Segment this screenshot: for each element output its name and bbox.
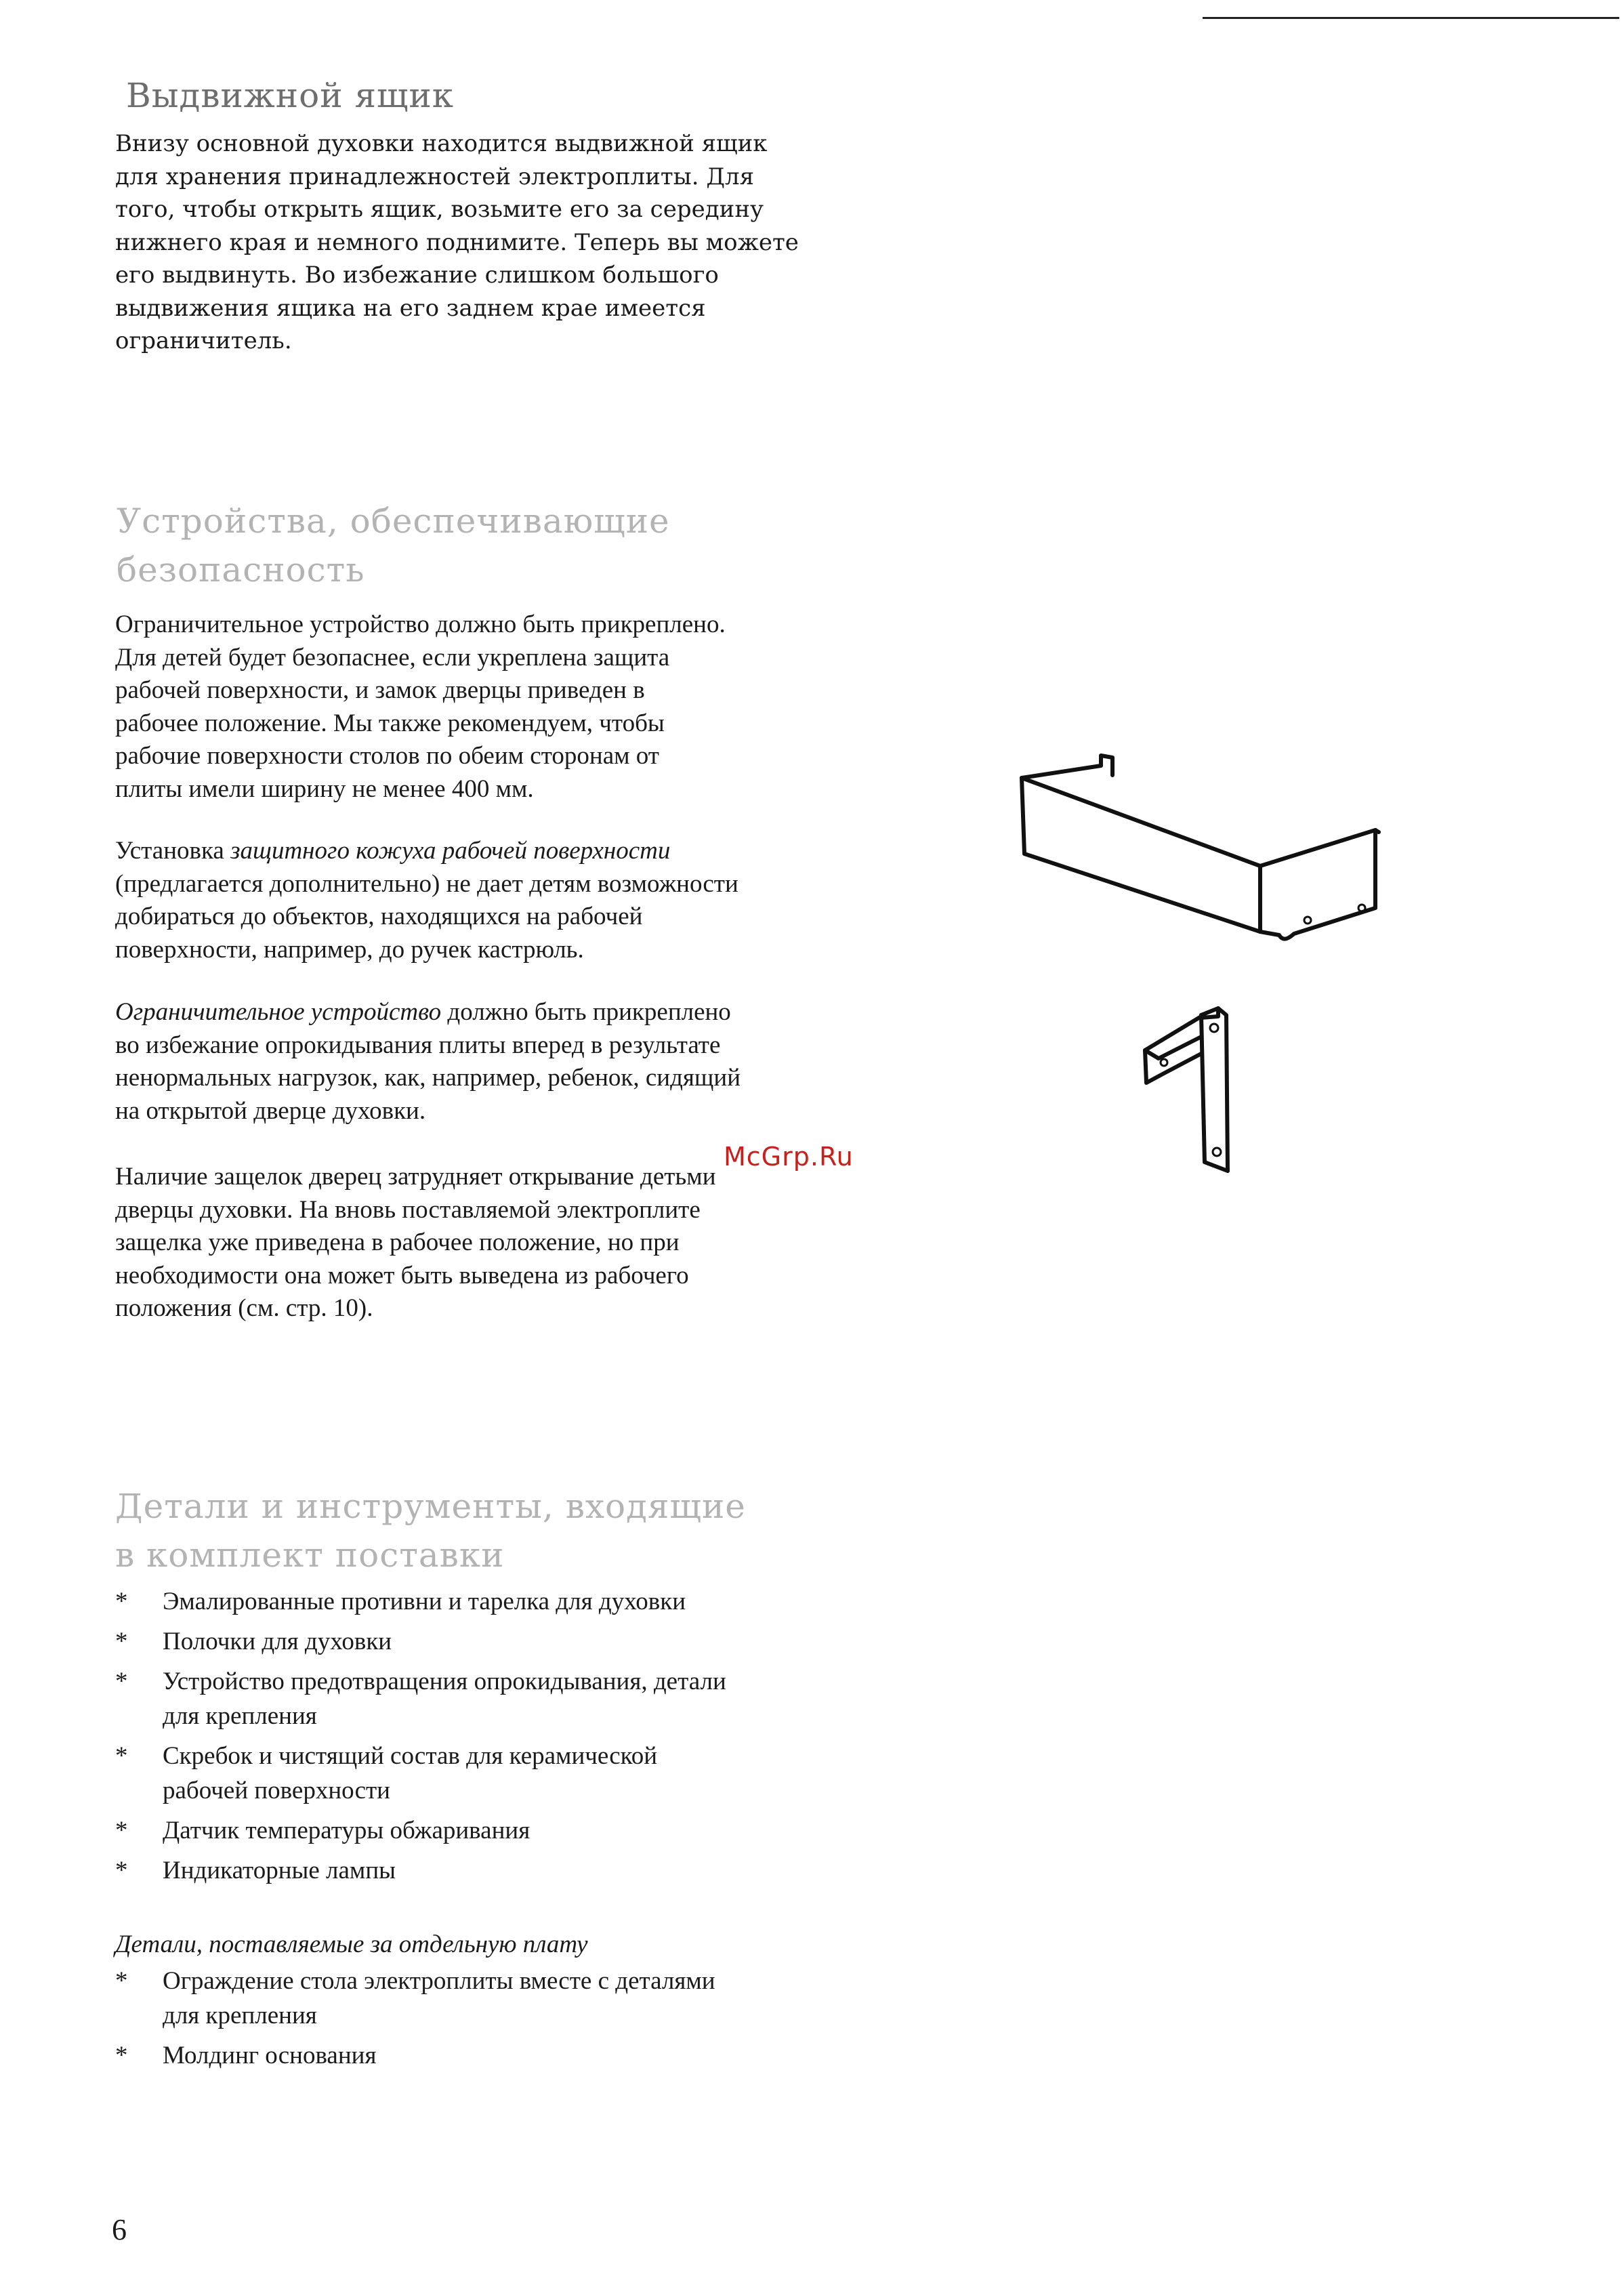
list-item-text: Индикаторные лампы: [163, 1857, 396, 1884]
watermark-link[interactable]: McGrp.Ru: [724, 1142, 854, 1172]
anti-tilt-bracket-drawing: [1131, 1003, 1247, 1179]
bullet-star: *: [115, 1967, 128, 1995]
bracket-hole: [1210, 1024, 1218, 1032]
safety-line: Наличие защелок дверец затрудняет открывание детьми: [115, 1163, 716, 1191]
safety-line: добираться до объектов, находящихся на рабочей: [115, 903, 643, 930]
drawer-line: нижнего края и немного поднимите. Теперь вы можете: [115, 228, 799, 256]
safety-line: плиты имели ширину не менее 400 мм.: [115, 774, 534, 803]
drawer-line: Внизу основной духовки находится выдвижной ящик: [115, 130, 768, 157]
safety-line: (предлагается дополнительно) не дает детям возможности: [115, 869, 738, 898]
drawer-title-text: Выдвижной ящик: [126, 76, 455, 115]
list-item: [115, 1739, 813, 1808]
safety-title-line: безопасность: [117, 550, 365, 590]
extra-parts-title: Детали, поставляемые за отдельную плату: [115, 1930, 588, 1958]
drawer-section-title: [126, 71, 454, 120]
list-item: [115, 1813, 813, 1848]
list-item-text: Устройство предотвращения опрокидывания, детали: [163, 1668, 726, 1695]
bullet-star: *: [115, 1817, 128, 1844]
safety-line: [115, 835, 793, 868]
safety-paragraph-2: [115, 835, 793, 966]
list-item: [115, 1853, 813, 1888]
safety-section-title: [117, 497, 670, 594]
drawer-line: выдвижения ящика на его заднем крае имеется: [115, 294, 706, 322]
list-item-text: Ограждение стола электроплиты вместе с деталями: [163, 1967, 715, 1995]
safety-line: необходимости она может быть выведена из рабочего: [115, 1261, 689, 1289]
guard-screw-hole: [1304, 917, 1311, 924]
list-item: [115, 1664, 813, 1733]
list-item-text: Датчик температуры обжаривания: [163, 1817, 530, 1844]
safety-line: рабочие поверхности столов по обеим сторонам от: [115, 742, 659, 770]
safety-line: во избежание опрокидывания плиты вперед в результате: [115, 1031, 721, 1059]
safety-line: Для детей будет безопаснее, если укреплена защита: [115, 643, 670, 672]
worktop-guard-drawing: [1009, 745, 1389, 976]
header-rule: [1203, 17, 1619, 19]
parts-section-title: [115, 1482, 746, 1579]
drawer-line: его выдвинуть. Во избежание слишком большого: [115, 262, 719, 289]
safety-paragraph-1: [115, 608, 793, 806]
list-item-text: Эмалированные противни и тарелка для духовки: [163, 1588, 686, 1615]
bullet-star: *: [115, 1628, 128, 1655]
list-item-text: рабочей поверхности: [163, 1777, 390, 1804]
drawer-line: того, чтобы открыть ящик, возьмите его за середину: [115, 196, 764, 223]
bullet-star: *: [115, 1857, 128, 1884]
bracket-hole: [1161, 1059, 1167, 1066]
page-number: 6: [112, 2213, 127, 2246]
bullet-star: *: [115, 1588, 128, 1615]
safety-line: рабочей поверхности, и замок дверцы приведен в: [115, 676, 645, 704]
list-item-text: Молдинг основания: [163, 2042, 377, 2069]
bullet-star: *: [115, 1742, 128, 1770]
safety-line: рабочее положение. Мы также рекомендуем, чтобы: [115, 709, 665, 737]
limiter-term: Ограничительное устройство: [115, 998, 442, 1026]
para3-first-rest: должно быть прикреплено: [441, 998, 731, 1026]
list-item: [115, 2038, 813, 2073]
safety-line: на открытой дверце духовки.: [115, 1096, 426, 1125]
drawer-line: ограничитель.: [115, 327, 292, 354]
list-item-text: Полочки для духовки: [163, 1628, 392, 1655]
worktop-guard-term: защитного кожуха рабочей поверхности: [230, 837, 671, 865]
para2-prefix: Установка: [115, 837, 231, 865]
extra-parts-list: [115, 1964, 813, 2078]
safety-line: положения (см. стр. 10).: [115, 1294, 373, 1322]
safety-paragraph-4: [115, 1161, 793, 1325]
bracket-hole: [1213, 1148, 1221, 1156]
safety-title-line: Устройства, обеспечивающие: [117, 501, 670, 541]
list-item: [115, 1624, 813, 1659]
safety-line: Ограничительное устройство должно быть прикреплено.: [115, 611, 726, 638]
list-item-text: Скребок и чистящий состав для керамической: [163, 1742, 658, 1770]
list-item: [115, 1584, 813, 1619]
parts-title-line: Детали и инструменты, входящие: [115, 1487, 746, 1526]
safety-paragraph-3: [115, 996, 793, 1128]
list-item-text: для крепления: [163, 2002, 317, 2029]
bullet-star: *: [115, 2042, 128, 2069]
parts-list: [115, 1584, 813, 1893]
list-item-text: для крепления: [163, 1702, 317, 1730]
bullet-star: *: [115, 1668, 128, 1695]
safety-line: дверцы духовки. На вновь поставляемой электроплите: [115, 1195, 701, 1224]
safety-line: поверхности, например, до ручек кастрюль.: [115, 935, 584, 964]
parts-title-line: в комплект поставки: [115, 1535, 505, 1575]
safety-line: [115, 996, 793, 1029]
list-item: [115, 1964, 813, 2033]
guard-screw-hole: [1358, 905, 1365, 911]
safety-line: защелка уже приведена в рабочее положение, но при: [115, 1228, 680, 1256]
safety-line: ненормальных нагрузок, как, например, ребенок, сидящий: [115, 1064, 741, 1092]
drawer-line: для хранения принадлежностей электроплиты. Для: [115, 163, 755, 190]
drawer-paragraph: [115, 127, 799, 358]
